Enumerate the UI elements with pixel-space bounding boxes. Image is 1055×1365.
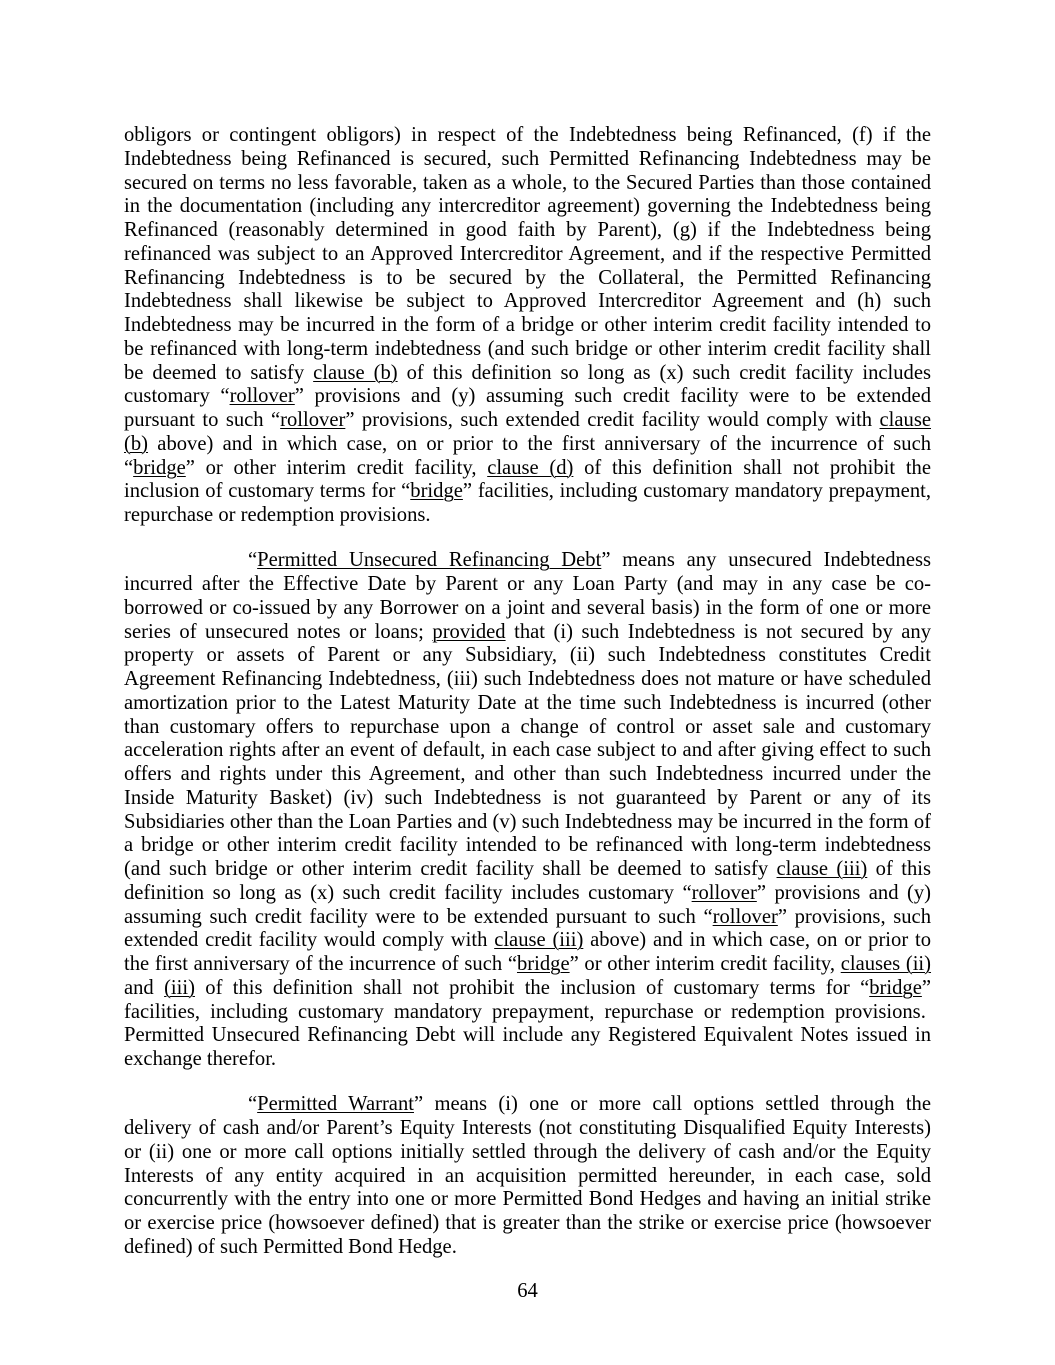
text-run: ” provisions and (y) assuming such credit facility were to be extended pursuant to such “ xyxy=(124,385,931,431)
text-run: that (i) such Indebtedness is not secured by any property or assets of Parent or any Subsidiary, (ii) such Indebtedness constitutes Credit Agreement Refinancing Indebtedness, (iii) such Indebtedness does not mature or have scheduled amortization prior to the Latest Maturity Date at the time such Indebtedness is incurred (other than customary offers to repurchase upon a change of control or asset sale and customary acceleration rights after an event of default, in each case subject to and after giving effect to such offers and rights under this Agreement, and other than such Indebtedness incurred under the Inside Maturity Basket) (iv) such Indebtedness is not guaranteed by Parent or any of its Subsidiaries other than the Loan Parties and (v) such Indebtedness may be incurred in the form of a bridge or other interim credit facility intended to be refinanced with long-term indebtedness (and such bridge or other interim credit facility shall be deemed to satisfy xyxy=(124,620,932,880)
text-run: ” facilities, including customary mandatory prepayment, repurchase or redemption provisions. xyxy=(124,480,931,526)
defined-term-reference: bridge xyxy=(516,953,570,975)
text-run: “ xyxy=(248,549,258,572)
defined-term-reference: clause (d) xyxy=(487,456,574,479)
defined-term-reference: clause (iii) xyxy=(494,929,584,952)
defined-term-reference: provided xyxy=(432,620,506,643)
defined-term-reference: clause (iii) xyxy=(776,858,868,880)
defined-term-reference: rollover xyxy=(691,881,757,904)
text-run: ” provisions, such extended credit facility would comply with xyxy=(124,905,931,952)
text-run: above) and in which case, on or prior to the first anniversary of the incurrence of such “ xyxy=(124,929,931,975)
text-run: ” facilities, including customary mandatory prepayment, repurchase or redemption provisions. Permitted Unsecured Refinancing Debt will include any Registered Equivalent Notes issued in exchange therefor. xyxy=(124,976,931,1070)
defined-term-reference: bridge xyxy=(133,456,186,479)
text-run: obligors or contingent obligors) in respect of the Indebtedness being Refinanced, (f) if the Indebtedness being Refinanced is secured, such Permitted Refinancing Indebtedness may be secured on terms no less favorable, taken as a whole, to the Secured Parties than those contained in the documentation (including any intercreditor agreement) governing the Indebtedness being Refinanced (reasonably determined in good faith by Parent), (g) if the Indebtedness being refinanced was subject to an Approved Intercreditor Agreement, and if the respective Permitted Refinancing Indebtedness is to be secured by the Collateral, the Permitted Refinancing Indebtedness shall likewise be subject to Approved Intercreditor Agreement and (h) such Indebtedness may be incurred in the form of a bridge or other interim credit facility intended to be refinanced with long-term indebtedness (and such bridge or other interim credit facility shall be deemed to satisfy xyxy=(124,124,931,384)
defined-term-reference: rollover xyxy=(229,385,295,408)
defined-term-reference: bridge xyxy=(869,976,922,999)
defined-term-reference: (iii) xyxy=(164,976,195,999)
text-run: of this definition so long as (x) such credit facility includes customary “ xyxy=(124,858,932,904)
text-run: ” or other interim credit facility, xyxy=(569,953,841,975)
text-run: and xyxy=(124,976,165,999)
defined-term-reference: clauses (ii) xyxy=(840,953,932,975)
defined-term-reference: clause (b) xyxy=(124,409,931,455)
text-run: of this definition shall not prohibit the inclusion of customary terms for “ xyxy=(194,976,870,999)
text-run: of this definition shall not prohibit the inclusion of customary terms for “ xyxy=(124,456,931,503)
defined-term-reference: rollover xyxy=(280,409,346,431)
paragraph xyxy=(124,1093,931,1259)
paragraph xyxy=(124,549,931,1072)
defined-term-reference: Permitted Unsecured Refinancing Debt xyxy=(257,549,602,572)
defined-term-reference: rollover xyxy=(712,905,778,928)
text-run: ” provisions and (y) assuming such credit facility were to be extended pursuant to such “ xyxy=(124,881,931,928)
text-run: of this definition so long as (x) such credit facility includes customary “ xyxy=(124,361,931,408)
text-run: “ xyxy=(248,1093,258,1116)
text-run: ” or other interim credit facility, xyxy=(185,456,488,479)
document-body xyxy=(124,124,931,1281)
text-run: above) and in which case, on or prior to the first anniversary of the incurrence of such “ xyxy=(124,432,931,479)
defined-term-reference: clause (b) xyxy=(313,361,398,384)
text-run: ” provisions, such extended credit facility would comply with xyxy=(345,409,880,431)
defined-term-reference: Permitted Warrant xyxy=(257,1093,414,1116)
paragraph xyxy=(124,124,931,528)
page-number: 64 xyxy=(517,1280,538,1302)
defined-term-reference: bridge xyxy=(410,480,463,503)
text-run: ” means (i) one or more call options settled through the delivery of cash and/or Parent’s Equity Interests (not constituting Disqualified Equity Interests) or (ii) one or more call options initially settled through the delivery of cash and/or the Equity Interests of any entity acquired in an acquisition permitted hereunder, in each case, sold concurrently with the entry into one or more Permitted Bond Hedges and having an initial strike or exercise price (howsoever defined) that is greater than the strike or exercise price (howsoever defined) of such Permitted Bond Hedge. xyxy=(124,1093,931,1258)
text-run: ” means any unsecured Indebtedness incurred after the Effective Date by Parent or any Loan Party (and may in any case be co-borrowed or co-issued by any Borrower on a joint and several basis) in the form of one or more series of unsecured notes or loans; xyxy=(124,549,931,643)
